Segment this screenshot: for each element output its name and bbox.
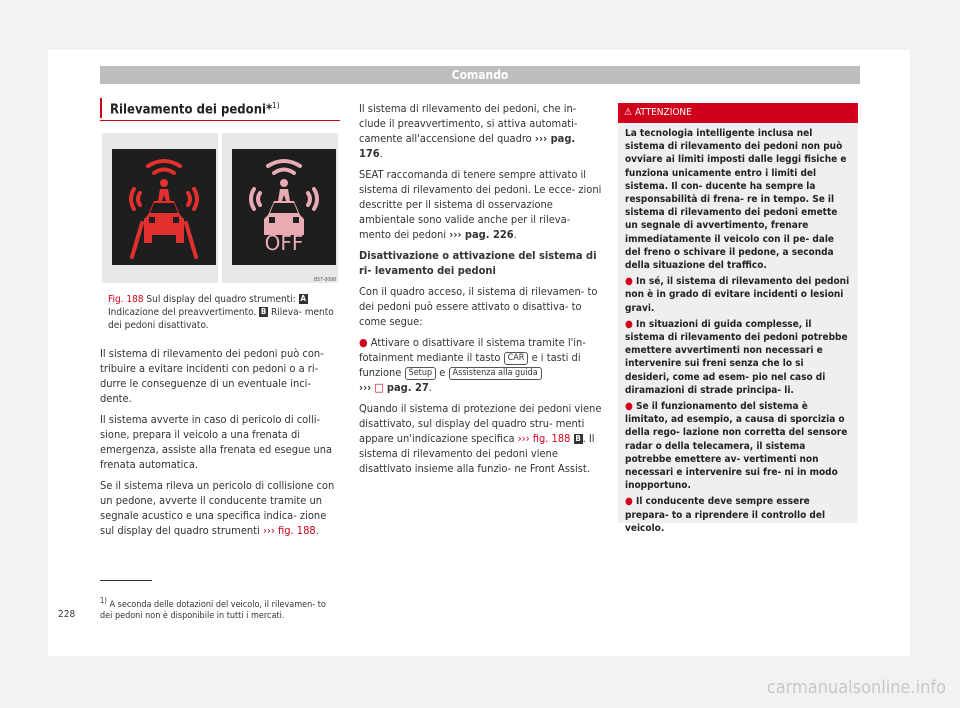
page-176-link[interactable]: ››› pag. 176 [359,132,576,160]
subheading: Disattivazione o attivazione del sistema di ri- levamento dei pedoni [359,249,597,277]
footnote-rule [100,580,152,581]
paragraph: Quando il sistema di protezione dei pedoni viene disattivato, sul display del quadro stru- menti appare un'indicazione specifica ››› fig. 188 B . Il sistema di rilevamento dei pedoni viene disattivato insieme alla funzio- ne Front Assist. [359,402,602,475]
paragraph: Con il quadro acceso, il sistema di rilevamen- to dei pedoni può essere attivato o disattiva- to come segue: [359,285,598,328]
infotainment-icon: □ [374,381,384,394]
panel-a-warning-display [112,149,216,265]
column-1 [100,346,342,544]
panel-b-disabled-display [232,149,336,265]
setup-key: Setup [405,367,437,380]
page-226-link[interactable]: ››› pag. 226 [449,228,514,241]
bullet-item: ● Attivare o disattivare il sistema tramite l'in- fotainment mediante il tasto CAR e i tasti di funzione Setup e Assistenza alla guida ››› □ pag. 27. [359,336,586,394]
section-title: Rilevamento dei pedoni*$^{1)}$ [100,98,350,118]
pedestrian-warning-icon [112,149,216,265]
paragraph: Il sistema avverte in caso di pericolo di colli- sione, prepara il veicolo a una frenata di emergenza, assiste alla frenata ed esegue una frenata automatica. [100,413,333,471]
figure-caption: Fig. 188 Sul display del quadro strumenti: A Indicazione del preavvertimento. B Rileva- mento dei pedoni disattivato. [108,294,334,331]
fig-188-link[interactable]: ››› fig. 188 [262,524,316,537]
watermark: carmanualsonline.info [766,677,946,698]
warning-header: ⚠ ATTENZIONE [618,103,858,123]
page-header: Comando [100,66,860,84]
paragraph: Se il sistema rileva un pericolo di collisione con un pedone, avverte il conducente tramite un segnale acustico e una specifica indica- zione sul display del quadro strumenti ››› fig. 188. [100,479,335,537]
column-2 [359,101,602,482]
paragraph: SEAT raccomanda di tenere sempre attivato il sistema di rilevamento dei pedoni. Le ecce- zioni descritte per il sistema di osservazione ambientale sono valide anche per il rileva- mento dei pedoni ››› pag. 226. [359,168,602,241]
warning-body: La tecnologia intelligente inclusa nel sistema di rilevamento dei pedoni non può ovviare ai limiti imposti dalle leggi fisiche e funziona unicamente entro i limiti del sistema. Il con- ducente ha sempre la responsabilità di frena- re in tempo. Se il sistema di rilevamento dei pedoni emette un segnale di avvertimento, frenare immediatamente il veicolo con il pe- dale del freno o schivare il pedone, a seconda della situazione del traffico. ● In sé, il sistema di rilevamento dei pedoni non è in grado di evitare incidenti o lesioni gravi. ● In situazioni di guida complesse, il sistema di rilevamento dei pedoni potrebbe emettere avvertimenti non necessari e intervenire sui freni senza che lo si desideri, come ad esem- pio nel caso di diramazioni di strade principa- li. ● Se il funzionamento del sistema è limitato, ad esempio, a causa di sporcizia o della rego- lazione non corretta del sensore radar o della telecamera, il sistema potrebbe emettere av- vertimenti non necessari e intervenire sui fre- ni in modo inopportuno. ● Il conducente deve sempre essere prepara- to a riprendere il controllo del veicolo. [625,128,850,534]
paragraph: Il sistema di rilevamento dei pedoni può con- tribuire a evitare incidenti con pedoni o a ri- durre le conseguenze di un eventuale inci- dente. [100,347,324,405]
fig-188-b-link[interactable]: ››› fig. 188 [517,432,571,445]
figure-188 [100,129,340,285]
warning-triangle-icon: ⚠ [624,107,633,118]
off-label: OFF [264,231,304,255]
box-letter-b: B [575,434,581,443]
box-letter-a: A [300,294,306,303]
bullet-icon: ● [359,336,368,349]
assistance-key: Assistenza alla guida [449,367,542,380]
car-key: CAR [504,352,529,365]
paragraph: Il sistema di rilevamento dei pedoni, che in- clude il preavvertimento, si attiva automati- camente all'accensione del quadro ››› pag. 176. [359,102,578,160]
box-letter-b: B [260,307,267,316]
page-27-link[interactable]: pag. 27 [386,381,429,394]
figure-code: B57-0098 [314,277,336,283]
page-number: 228 [58,609,76,620]
title-rule [100,120,340,121]
footnote: $^{1)}$ A seconda delle dotazioni del veicolo, il rilevamen- to dei pedoni non è disponibile in tutti i mercati. [100,596,326,621]
warning-box [618,103,858,534]
